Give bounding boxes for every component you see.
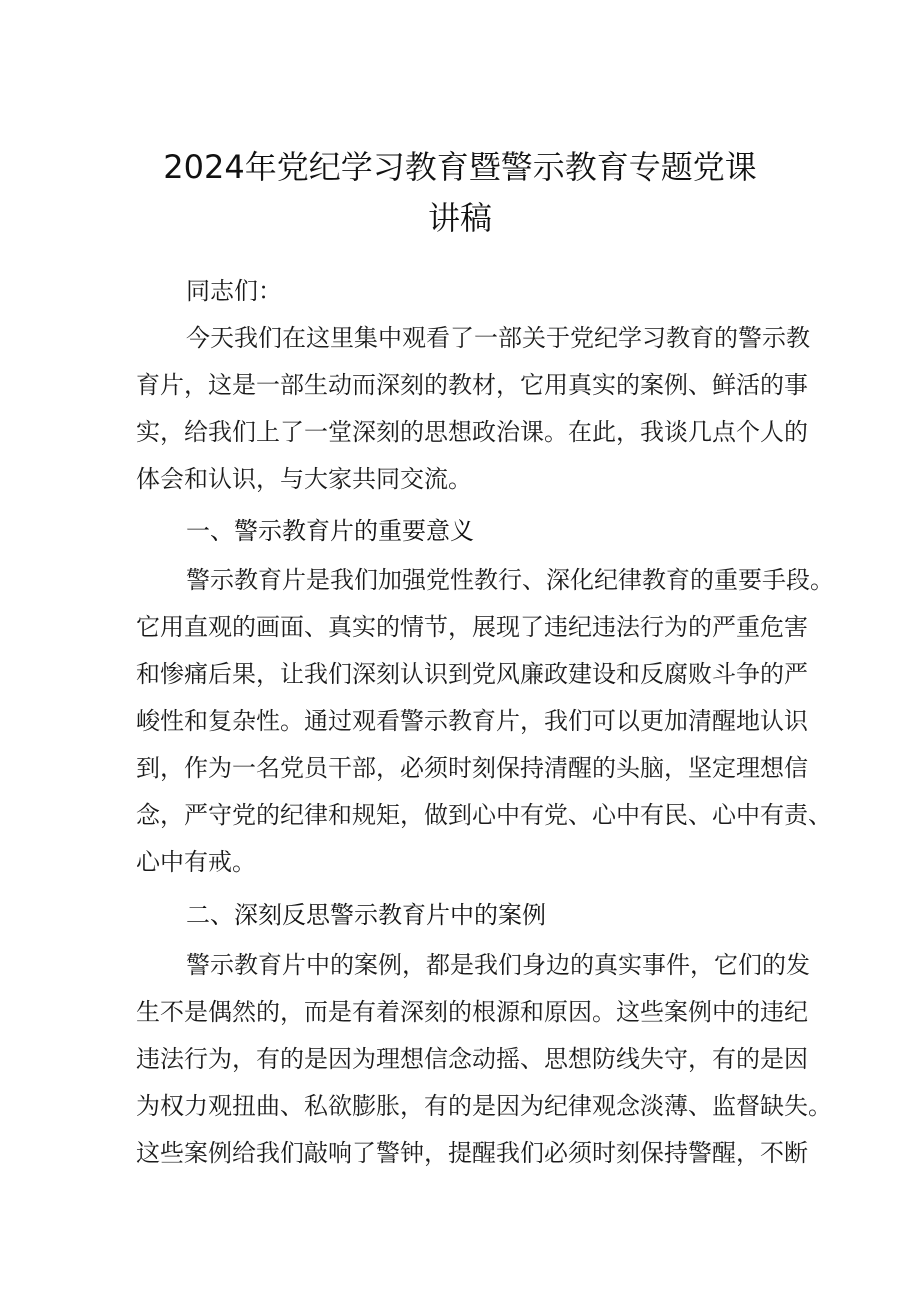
paragraph-line: 警示教育片中的案例，都是我们身边的真实事件，它们的发 [186, 951, 810, 979]
paragraph-line: 警示教育片是我们加强党性教行、深化纪律教育的重要手段。 [186, 566, 834, 594]
paragraph-line: 实，给我们上了一堂深刻的思想政治课。在此，我谈几点个人的 [136, 418, 808, 446]
paragraph-line: 生不是偶然的，而是有着深刻的根源和原因。这些案例中的违纪 [136, 998, 808, 1026]
paragraph-line: 到，作为一名党员干部，必须时刻保持清醒的头脑，坚定理想信 [136, 754, 808, 782]
paragraph-line: 念，严守党的纪律和规矩，做到心中有党、心中有民、心中有责、 [136, 801, 832, 829]
paragraph-line: 违法行为，有的是因为理想信念动摇、思想防线失守，有的是因 [136, 1045, 808, 1073]
paragraph-line: 今天我们在这里集中观看了一部关于党纪学习教育的警示教 [186, 324, 810, 352]
paragraph-line: 心中有戒。 [136, 848, 256, 876]
section-heading: 二、深刻反思警示教育片中的案例 [186, 901, 546, 929]
salutation: 同志们： [186, 277, 282, 305]
paragraph-line: 峻性和复杂性。通过观看警示教育片，我们可以更加清醒地认识 [136, 707, 808, 735]
document-title-continued: 讲稿 [427, 199, 492, 237]
paragraph-line: 为权力观扭曲、私欲膨胀，有的是因为纪律观念淡薄、监督缺失。 [136, 1092, 832, 1120]
section-heading: 一、警示教育片的重要意义 [186, 517, 474, 545]
paragraph-line: 和惨痛后果，让我们深刻认识到党风廉政建设和反腐败斗争的严 [136, 660, 808, 688]
paragraph-line: 育片，这是一部生动而深刻的教材，它用真实的案例、鲜活的事 [136, 371, 808, 399]
paragraph-line: 它用直观的画面、真实的情节，展现了违纪违法行为的严重危害 [136, 613, 808, 641]
paragraph-line: 这些案例给我们敲响了警钟，提醒我们必须时刻保持警醒，不断 [136, 1139, 808, 1167]
paragraph-line: 体会和认识，与大家共同交流。 [136, 465, 472, 493]
document-title: 2024年党纪学习教育暨警示教育专题党课 [163, 148, 757, 186]
